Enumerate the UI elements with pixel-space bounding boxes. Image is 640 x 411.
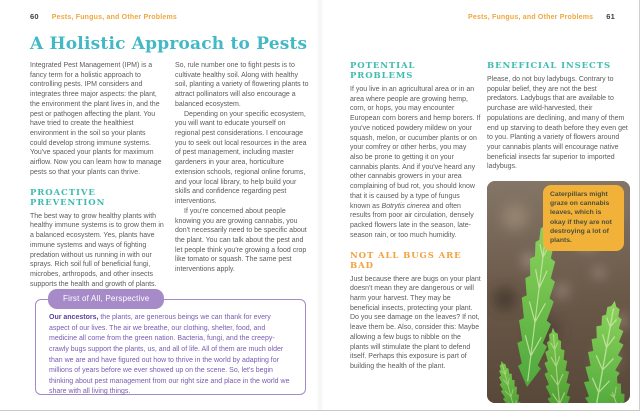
heading-proactive-prevention: PROACTIVE PREVENTION [30, 187, 106, 208]
paragraph-regional-pests: Depending on your specific ecosystem, you will want to educate yourself on regional pest considerations. I encourage you to seek out local resources in the area of pest management, including master gardeners in your area, horticulture extension schools, regional online forums, and your local library, to help build your skills and confidence regarding pest interventions. [175, 110, 307, 206]
running-header-right [468, 12, 615, 21]
right-column-2 [487, 61, 628, 172]
left-column-1 [30, 61, 164, 289]
heading-not-all-bugs: NOT ALL BUGS ARE BAD [350, 250, 462, 271]
paragraph-ipm-intro: Integrated Pest Management (IPM) is a fancy term for a holistic approach to controlling pests. IPM considers and integrates three major aspects: the plant, the environment the plant lives in, and the pest or pathogen affecting the plant. You have tried to create the healthiest environment in the soil so your plants could develop strong immune systems. You've spaced your plants for maximum airflow. Now you can learn how to manage pests so that your plants can thrive. [30, 62, 162, 176]
chapter-title-left: Pests, Fungus, and Other Problems [51, 14, 177, 21]
perspective-callout-text: Our ancestors, the plants, are generous beings we can thank for every aspect of our lives. The air we breathe, our clothing, shelter, food, and medicine all come from the green nation. Bacteria, fungi, and the creepy-crawly bugs support the plants, us, and all of life. All of them are much older than we are and have figured out how to thrive in the world by adapting for millions of years before we ever showed up on the scene. So, let's begin thinking about pest management from our right size and place in the world we share with all living things. [49, 314, 290, 396]
paragraph-proactive-prevention: The best way to grow healthy plants with healthy immune systems is to grow them in a balanced ecosystem. Yes, plants have immune systems and ways of fighting predation without us running in with our sprays. Rich soil full of beneficial fungi, microbes, arthropods, and other insects supports the health and growth of plants. [30, 212, 164, 288]
photo-caption-bubble: Caterpillars might graze on cannabis leaves, which is okay if they are not destroying a lot of plants. [543, 185, 624, 251]
paragraph-beneficial-insects: Please, do not buy ladybugs. Contrary to popular belief, they are not the best predators. Ladybugs that are available to purchase are wild-harvested, their populations are declining, and many of them end up starving to death before they even get to you. Planting a variety of flowers around your cannabis plants will encourage native beneficial insects far superior to imported ladybugs. [487, 76, 628, 171]
page-number-right: 61 [606, 12, 615, 21]
perspective-callout-box [35, 294, 306, 396]
heading-beneficial-insects: BENEFICIAL INSECTS [487, 61, 611, 71]
botrytis-italic: Botrytis cinerea [381, 202, 430, 210]
heading-potential-problems: POTENTIAL PROBLEMS [350, 61, 416, 81]
cannabis-leaf-photo [487, 181, 630, 403]
left-page-columns [30, 61, 309, 289]
paragraph-not-all-bugs: Just because there are bugs on your plant doesn't mean they are dangerous or will harm your harvest. They may be beneficial insects, protecting your plant. Do you see damage on the leaves? If not, leave them be. Also, consider this: Maybe allowing a few bugs to nibble on the plants will stimulate the plant to defend itself. Perhaps this exposure is part of building the health of the plant. [350, 275, 481, 370]
left-column-2 [175, 61, 309, 289]
chapter-title-right: Pests, Fungus, and Other Problems [468, 14, 594, 21]
right-column-1 [350, 61, 481, 372]
page-number-left: 60 [30, 12, 39, 21]
page-spine-divider [316, 0, 324, 410]
paragraph-privacy: If you're concerned about people knowing you are growing cannabis, you don't necessarily need to be specific about the plant. You can talk about the pest and let people think you're growing a food crop like tomato or squash. The same pest interventions apply. [175, 207, 307, 274]
paragraph-healthy-soil: So, rule number one to fight pests is to cultivate healthy soil. Along with healthy soil, planting a variety of flowering plants to attract pollinators will also encourage a balanced ecosystem. [175, 62, 309, 108]
perspective-callout-lead: Our ancestors, [49, 314, 99, 321]
perspective-callout-tab: First of All, Perspective [48, 289, 164, 309]
running-header-left [30, 12, 177, 21]
page-title: A Holistic Approach to Pests [30, 34, 308, 54]
paragraph-potential-problems: If you live in an agricultural area or in an area where people are growing hemp, corn, or hops, you may encounter European corn borers and hemp borers. If you've noticed powdery mildew on your squash, melon, or cucumber plants or on your comfrey or other herbs, you may also be prone to getting it on your cannabis plants. And if you've heard any other cannabis growers in your area complaining of bud rot, you should know that it is caused by a type of fungus known as Botrytis cinerea and often results from poor air circulation, densely packed flowers late in the season, late-season rain, or too much humidity. [350, 86, 481, 239]
